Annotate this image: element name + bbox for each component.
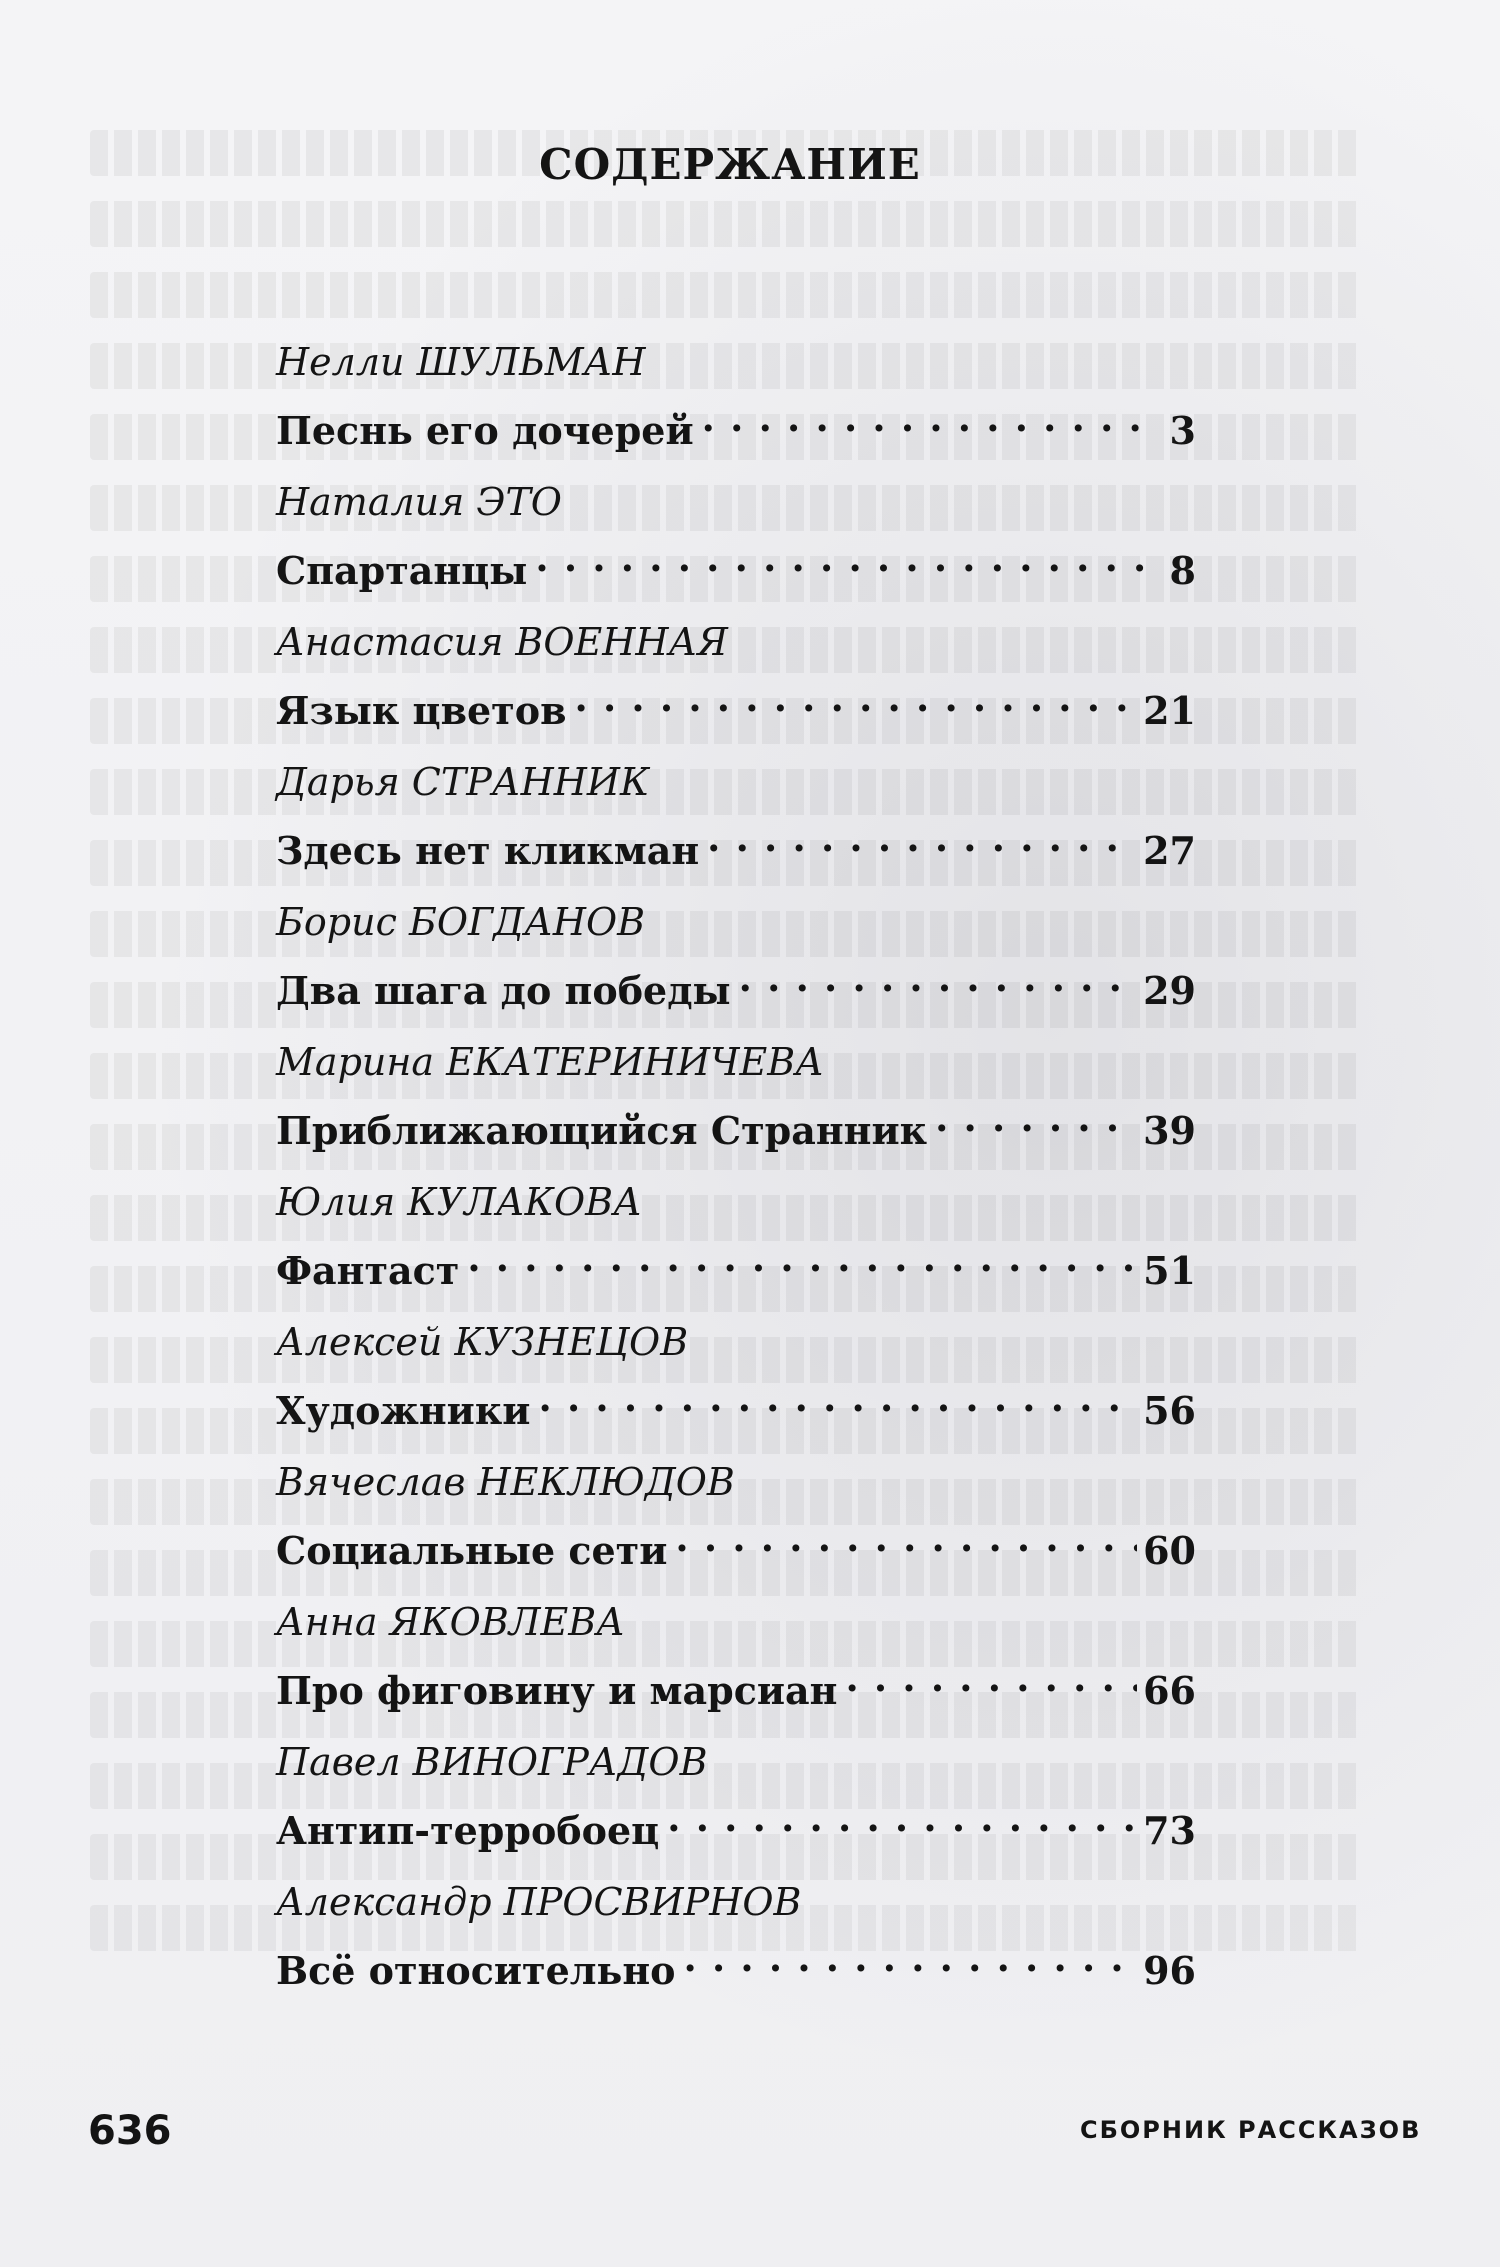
toc-author: Анастасия ВОЕННАЯ <box>276 620 728 664</box>
toc-title: Социальные сети <box>276 1528 668 1573</box>
toc-author: Вячеслав НЕКЛЮДОВ <box>276 1460 735 1504</box>
toc-author: Наталия ЭТО <box>276 480 562 524</box>
page-title: СОДЕРЖАНИЕ <box>539 140 921 189</box>
toc-page: 60 <box>1143 1528 1196 1573</box>
dot-leader <box>535 532 1160 584</box>
dot-leader <box>667 1792 1137 1844</box>
toc-line <box>276 392 1196 453</box>
toc-entry <box>276 1598 1196 1738</box>
toc-page: 73 <box>1143 1808 1196 1853</box>
toc-title: Про фиговину и марсиан <box>276 1668 838 1713</box>
dot-leader <box>675 1512 1137 1564</box>
toc-entry <box>276 1318 1196 1458</box>
toc-line <box>276 1652 1196 1713</box>
toc-entry <box>276 478 1196 618</box>
page-number: 636 <box>88 2108 172 2154</box>
toc-line <box>276 532 1196 593</box>
toc-page: 39 <box>1143 1108 1196 1153</box>
toc-line <box>276 1372 1196 1433</box>
toc-entry <box>276 1038 1196 1178</box>
toc-page: 96 <box>1143 1948 1196 1993</box>
toc-author: Дарья СТРАННИК <box>276 760 650 804</box>
toc-entry <box>276 898 1196 1038</box>
toc-title: Антип-терробоец <box>276 1808 660 1853</box>
toc-entry <box>276 758 1196 898</box>
toc-author: Павел ВИНОГРАДОВ <box>276 1740 708 1784</box>
toc-line <box>276 952 1196 1013</box>
toc-author: Алексей КУЗНЕЦОВ <box>276 1320 689 1364</box>
toc-line <box>276 672 1196 733</box>
toc-entry <box>276 1178 1196 1318</box>
toc-author: Александр ПРОСВИРНОВ <box>276 1880 802 1924</box>
toc-title: Язык цветов <box>276 688 567 733</box>
toc-entry <box>276 338 1196 478</box>
dot-leader <box>935 1092 1137 1144</box>
dot-leader <box>845 1652 1137 1704</box>
toc-title: Два шага до победы <box>276 968 731 1013</box>
toc-entry <box>276 1458 1196 1598</box>
toc-author: Борис БОГДАНОВ <box>276 900 646 944</box>
dot-leader <box>574 672 1137 724</box>
toc-line <box>276 812 1196 873</box>
dot-leader <box>467 1232 1137 1284</box>
toc-line <box>276 1932 1196 1993</box>
dot-leader <box>707 812 1137 864</box>
toc-page: 8 <box>1169 548 1196 593</box>
dot-leader <box>739 952 1137 1004</box>
toc-title: Спартанцы <box>276 548 528 593</box>
table-of-contents <box>276 338 1196 2018</box>
toc-author: Анна ЯКОВЛЕВА <box>276 1600 625 1644</box>
toc-page: 3 <box>1169 408 1196 453</box>
toc-title: Здесь нет кликман <box>276 828 700 873</box>
toc-line <box>276 1092 1196 1153</box>
toc-title: Художники <box>276 1388 531 1433</box>
toc-line <box>276 1512 1196 1573</box>
toc-page: 21 <box>1143 688 1196 733</box>
dot-leader <box>702 392 1160 444</box>
toc-entry <box>276 1878 1196 2018</box>
toc-entry <box>276 618 1196 758</box>
toc-title: Приближающийся Странник <box>276 1108 928 1153</box>
toc-author: Нелли ШУЛЬМАН <box>276 340 646 384</box>
toc-title: Фантаст <box>276 1248 460 1293</box>
toc-page: 66 <box>1143 1668 1196 1713</box>
toc-author: Марина ЕКАТЕРИНИЧЕВА <box>276 1040 824 1084</box>
dot-leader <box>538 1372 1137 1424</box>
toc-page: 29 <box>1143 968 1196 1013</box>
toc-title: Всё относительно <box>276 1948 676 1993</box>
toc-title: Песнь его дочерей <box>276 408 694 453</box>
dot-leader <box>684 1932 1138 1984</box>
toc-line <box>276 1232 1196 1293</box>
toc-page: 51 <box>1143 1248 1196 1293</box>
toc-page: 27 <box>1143 828 1196 873</box>
toc-line <box>276 1792 1196 1853</box>
toc-entry <box>276 1738 1196 1878</box>
toc-author: Юлия КУЛАКОВА <box>276 1180 642 1224</box>
toc-page: 56 <box>1143 1388 1196 1433</box>
running-title: СБОРНИК РАССКАЗОВ <box>1080 2116 1422 2144</box>
